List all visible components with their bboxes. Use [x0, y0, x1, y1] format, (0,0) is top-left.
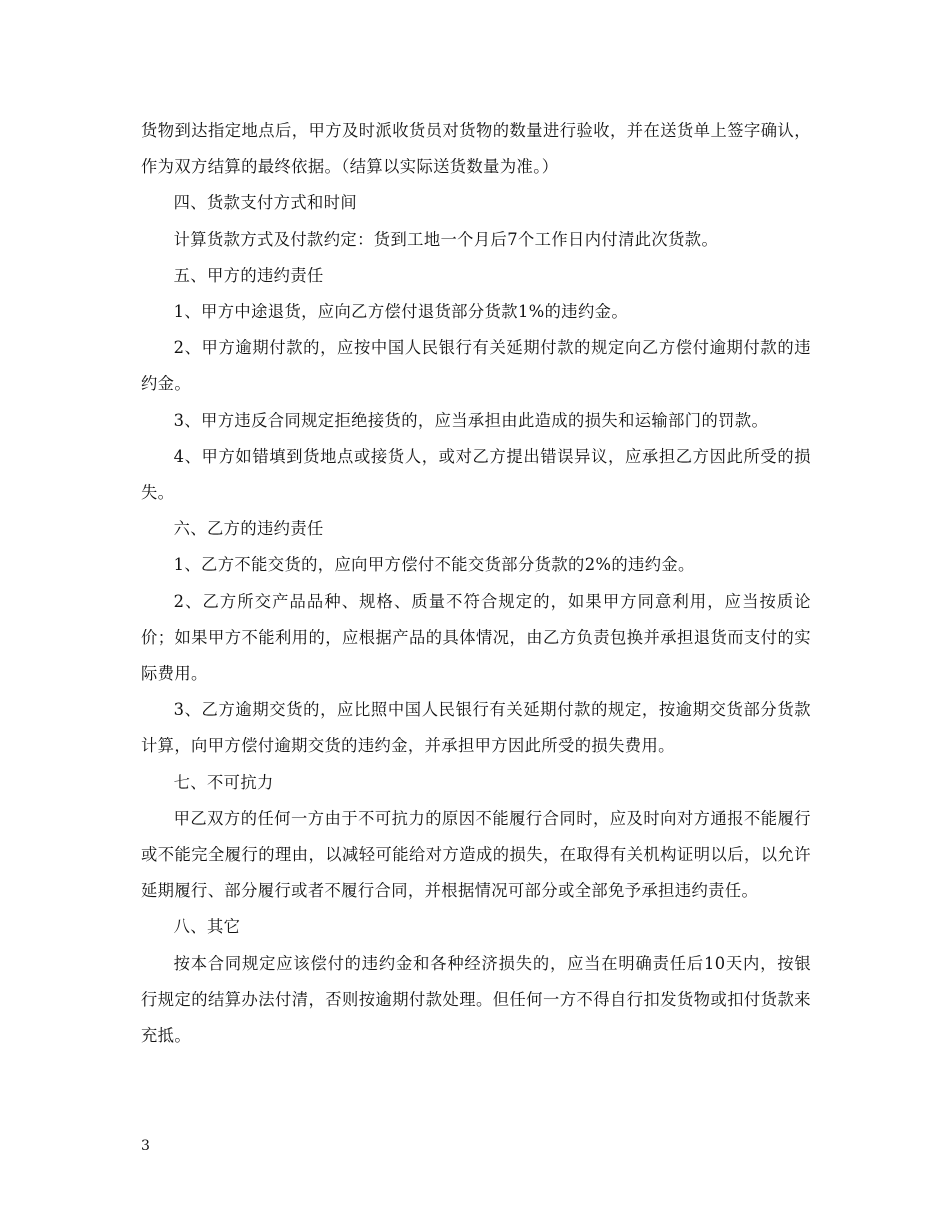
paragraph-force-majeure: 甲乙双方的任何一方由于不可抗力的原因不能履行合同时，应及时向对方通报不能履行或不能完全履行的理由，以减轻可能给对方造成的损失，在取得有关机构证明以后，以允许延期履行、部分履行或者不履行合同，并根据情况可部分或全部免予承担违约责任。 — [141, 808, 811, 901]
paragraph-payment-terms: 计算货款方式及付款约定：货到工地一个月后7个工作日内付清此次货款。 — [173, 229, 719, 249]
paragraph-party-a-clause-3: 3、甲方违反合同规定拒绝接货的，应当承担由此造成的损失和运输部门的罚款。 — [173, 410, 769, 430]
paragraph-party-a-clause-1: 1、甲方中途退货，应向乙方偿付退货部分货款1%的违约金。 — [173, 302, 629, 322]
section-heading-party-a-liability: 五、甲方的违约责任 — [173, 265, 324, 285]
paragraph-party-a-clause-4: 4、甲方如错填到货地点或接货人，或对乙方提出错误异议，应承担乙方因此所受的损失。 — [141, 446, 811, 503]
document-body — [141, 113, 811, 1054]
section-heading-party-b-liability: 六、乙方的违约责任 — [173, 519, 324, 539]
section-heading-payment: 四、货款支付方式和时间 — [173, 193, 358, 213]
paragraph-goods-acceptance: 货物到达指定地点后，甲方及时派收货员对货物的数量进行验收，并在送货单上签字确认，作为双方结算的最终依据。（结算以实际送货数量为准。） — [141, 121, 811, 177]
section-heading-other: 八、其它 — [173, 917, 241, 937]
paragraph-other: 按本合同规定应该偿付的违约金和各种经济损失的，应当在明确责任后10天内，按银行规定的结算办法付清，否则按逾期付款处理。但任何一方不得自行扣发货物或扣付货款来充抵。 — [141, 953, 811, 1046]
paragraph-party-b-clause-3: 3、乙方逾期交货的，应比照中国人民银行有关延期付款的规定，按逾期交货部分货款计算，向甲方偿付逾期交货的违约金，并承担甲方因此所受的损失费用。 — [141, 700, 811, 756]
paragraph-party-b-clause-1: 1、乙方不能交货的，应向甲方偿付不能交货部分货款的2%的违约金。 — [173, 555, 695, 575]
section-heading-force-majeure: 七、不可抗力 — [173, 772, 274, 792]
paragraph-party-a-clause-2: 2、甲方逾期付款的，应按中国人民银行有关延期付款的规定向乙方偿付逾期付款的违约金。 — [141, 338, 811, 394]
page-number: 3 — [141, 1138, 150, 1154]
paragraph-party-b-clause-2: 2、乙方所交产品品种、规格、质量不符合规定的，如果甲方同意利用，应当按质论价；如果甲方不能利用的，应根据产品的具体情况，由乙方负责包换并承担退货而支付的实际费用。 — [141, 591, 811, 684]
